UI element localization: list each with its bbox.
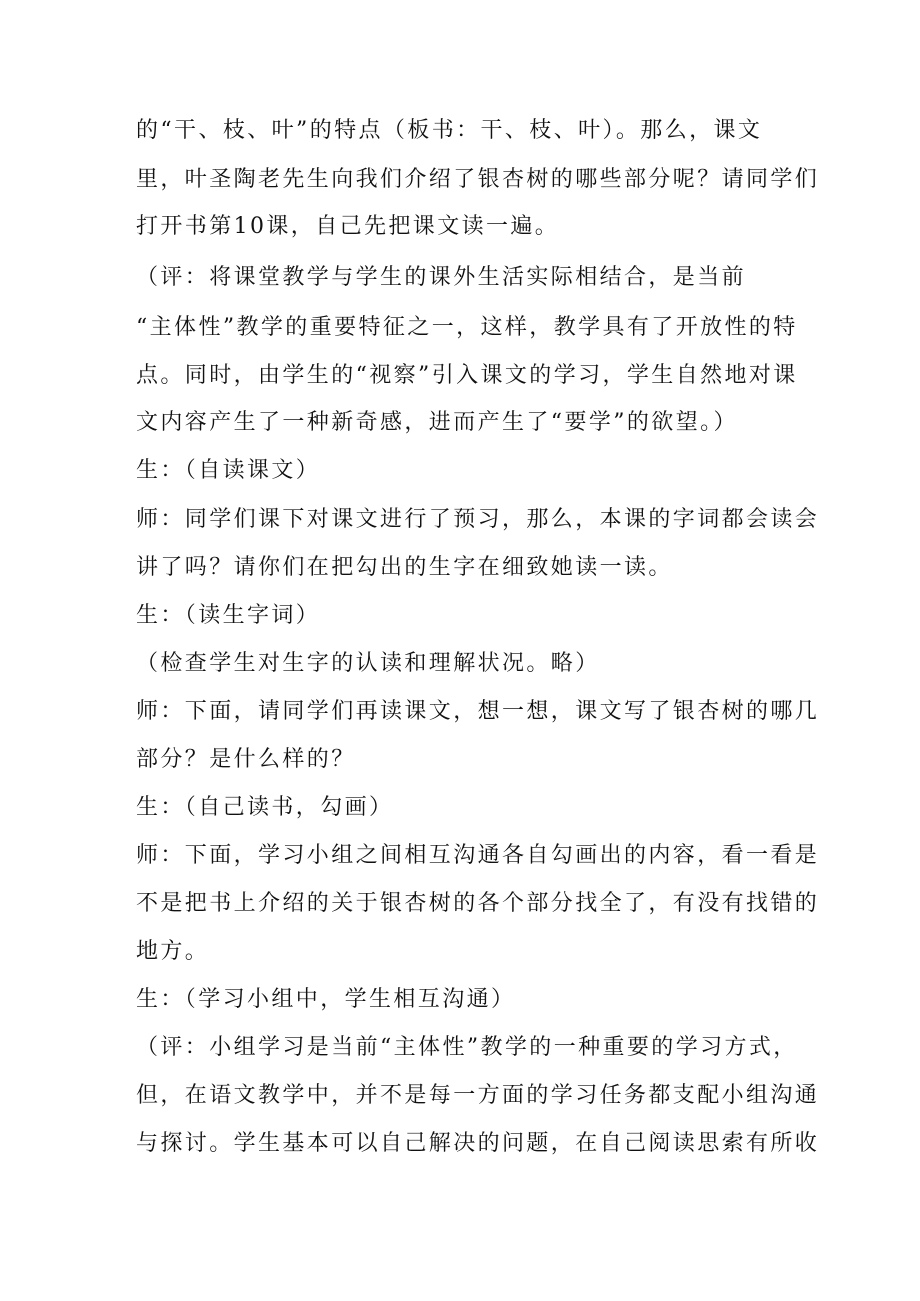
text-line-10: 讲了吗？请你们在把勾出的生字在细致她读一读。 xyxy=(136,555,673,580)
text-line-4: （评：将课堂教学与学生的课外生活实际相结合，是当前 xyxy=(136,265,747,290)
text-line-8: 生：（自读课文） xyxy=(136,458,321,483)
text-line-3: 打开书第10课，自己先把课文读一遍。 xyxy=(136,214,560,239)
text-line-9: 师：同学们课下对课文进行了预习，那么，本课的字词都会读会 xyxy=(136,507,820,532)
text-line-13: 师：下面，请同学们再读课文，想一想，课文写了银杏树的哪几 xyxy=(136,699,820,724)
text-line-17: 不是把书上介绍的关于银杏树的各个部分找全了，有没有找错的 xyxy=(136,891,820,916)
text-line-19: 生：（学习小组中，学生相互沟通） xyxy=(136,987,516,1012)
text-line-20: （评：小组学习是当前“主体性”教学的一种重要的学习方式， xyxy=(136,1035,798,1060)
text-line-18: 地方。 xyxy=(136,939,210,964)
text-line-7: 文内容产生了一种新奇感，进而产生了“要学”的欲望。） xyxy=(136,410,738,435)
text-line-16: 师：下面，学习小组之间相互沟通各自勾画出的内容，看一看是 xyxy=(136,843,820,868)
text-line-14: 部分？是什么样的？ xyxy=(136,747,356,772)
text-line-11: 生：（读生字词） xyxy=(136,603,321,628)
text-line-5: “主体性”教学的重要特征之一，这样，教学具有了开放性的特 xyxy=(136,315,798,340)
text-line-21: 但，在语文教学中，并不是每一方面的学习任务都支配小组沟通 xyxy=(136,1083,820,1108)
text-line-15: 生：（自己读书，勾画） xyxy=(136,795,394,820)
text-line-1: 的“干、枝、叶”的特点（板书：干、枝、叶）。那么，课文 xyxy=(136,118,763,143)
text-line-6: 点。同时，由学生的“视察”引入课文的学习，学生自然地对课 xyxy=(136,363,798,388)
text-line-22: 与探讨。学生基本可以自己解决的问题，在自己阅读思索有所收 xyxy=(136,1131,820,1156)
text-line-12: （检查学生对生字的认读和理解状况。略） xyxy=(136,651,600,676)
text-line-2: 里，叶圣陶老先生向我们介绍了银杏树的哪些部分呢？请同学们 xyxy=(136,167,820,192)
